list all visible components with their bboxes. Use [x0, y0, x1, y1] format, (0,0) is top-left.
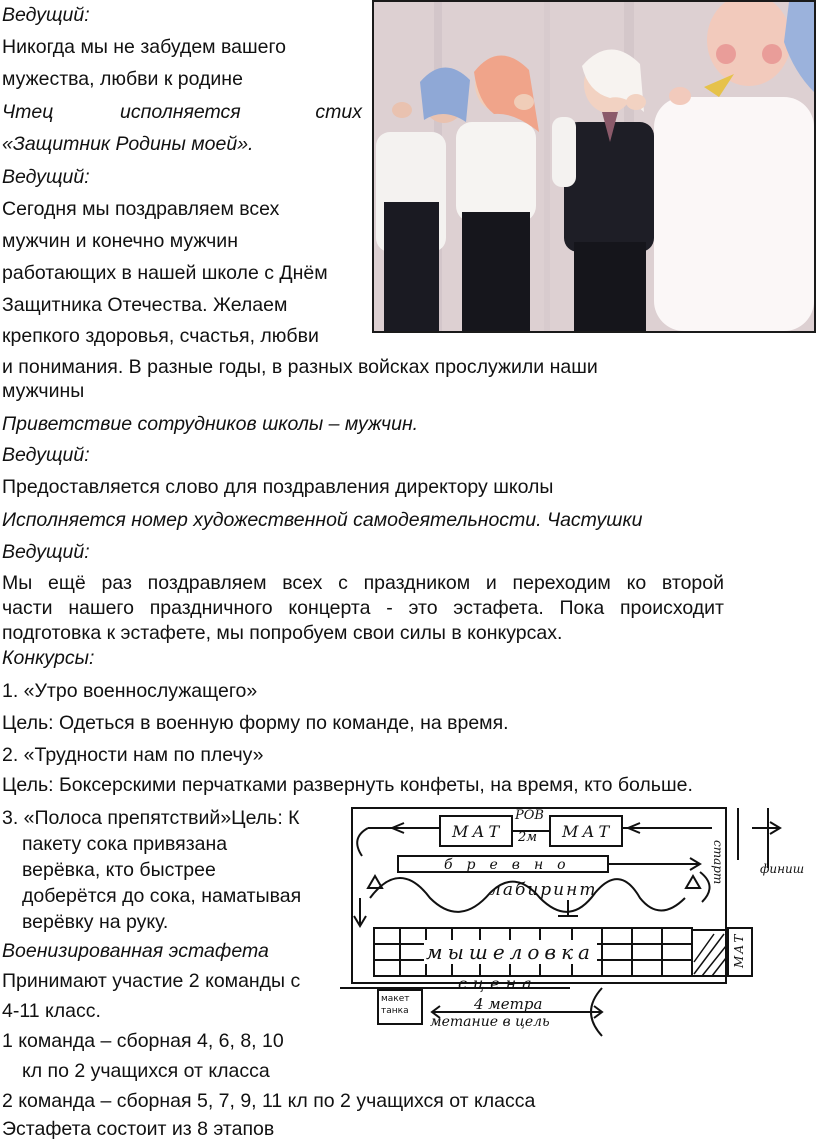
text-line: Цель: Одеться в военную форму по команде, на время. — [2, 712, 509, 734]
tank-model-label: макет танка — [381, 994, 410, 1016]
contest-item: 3. «Полоса препятствий»Цель: К — [2, 807, 300, 829]
text-line: Эстафета состоит из 8 этапов — [2, 1118, 275, 1140]
host-label: Ведущий: — [2, 541, 90, 563]
contest-item: 1. «Утро военнослужащего» — [2, 680, 258, 702]
reader-word: Чтец — [2, 101, 54, 123]
text-line-italic: Исполняется номер художественной самодеятельности. Частушки — [2, 509, 643, 531]
obstacle-course-diagram — [340, 798, 816, 1038]
contest-item: 2. «Трудности нам по плечу» — [2, 744, 264, 766]
text-line: 4-11 класс. — [2, 1000, 101, 1022]
poem-title: «Защитник Родины моей». — [2, 133, 254, 155]
text-line: подготовка к эстафете, мы попробуем свои силы в конкурсах. — [2, 622, 563, 644]
four-meters-label: 4 метра — [474, 995, 543, 1013]
text-line: верёвку на руку. — [22, 911, 169, 933]
text-line-italic: Приветствие сотрудников школы – мужчин. — [2, 413, 419, 435]
text-line: верёвка, кто быстрее — [22, 859, 216, 881]
text-line-justified: Мы ещё раз поздравляем всех с праздником и переходим ко второй — [2, 572, 724, 594]
text-line: крепкого здоровья, счастья, любви — [2, 325, 319, 347]
text-line: и понимания. В разные годы, в разных войсках прослужили наши — [2, 356, 598, 378]
performed-word: исполняется — [120, 101, 241, 123]
text-line: Никогда мы не забудем вашего — [2, 36, 286, 58]
ditch-width-label: 2м — [518, 830, 538, 845]
host-label: Ведущий: — [2, 166, 90, 188]
stage-label: сцена — [458, 974, 538, 993]
text-line: пакету сока привязана — [22, 833, 228, 855]
relay-title: Военизированная эстафета — [2, 940, 269, 962]
text-line: Сегодня мы поздравляем всех — [2, 198, 280, 220]
host-label: Ведущий: — [2, 444, 90, 466]
mat-left-label: МАТ — [452, 822, 504, 841]
photo-illustration — [374, 2, 814, 331]
text-line: Предоставляется слово для поздравления директору школы — [2, 476, 554, 498]
text-line: мужчин и конечно мужчин — [2, 230, 238, 252]
labyrinth-label: лабиринт — [490, 880, 598, 900]
text-line: доберётся до сока, наматывая — [22, 885, 302, 907]
text-line: работающих в нашей школе с Днём — [2, 262, 328, 284]
start-label: старт — [711, 840, 725, 885]
mat-right-label: МАТ — [562, 822, 614, 841]
children-performance-photo — [372, 0, 816, 333]
poem-word: стих — [315, 101, 362, 123]
text-line: 2 команда – сборная 5, 7, 9, 11 кл по 2 учащихся от класса — [2, 1090, 536, 1112]
log-label: бревно — [444, 857, 580, 873]
text-line: 1 команда – сборная 4, 6, 8, 10 — [2, 1030, 284, 1052]
mousetrap-label: мышеловка — [426, 940, 595, 964]
text-line: Защитника Отечества. Желаем — [2, 294, 288, 316]
ditch-label: РОВ — [515, 808, 544, 823]
text-line: Цель: Боксерскими перчатками развернуть конфеты, на время, кто больше. — [2, 774, 693, 796]
text-line: мужества, любви к родине — [2, 68, 243, 90]
text-line: кл по 2 учащихся от класса — [22, 1060, 270, 1082]
finish-label: финиш — [760, 862, 805, 876]
text-line: мужчины — [2, 380, 85, 402]
contests-label: Конкурсы: — [2, 647, 95, 669]
text-line-justified: части нашего праздничного концерта - это эстафета. Пока происходит — [2, 597, 724, 619]
throwing-label: метание в цель — [430, 1014, 550, 1030]
mat-vertical-label: МАТ — [732, 932, 746, 968]
text-line: Принимают участие 2 команды с — [2, 970, 301, 992]
host-label: Ведущий: — [2, 4, 90, 26]
